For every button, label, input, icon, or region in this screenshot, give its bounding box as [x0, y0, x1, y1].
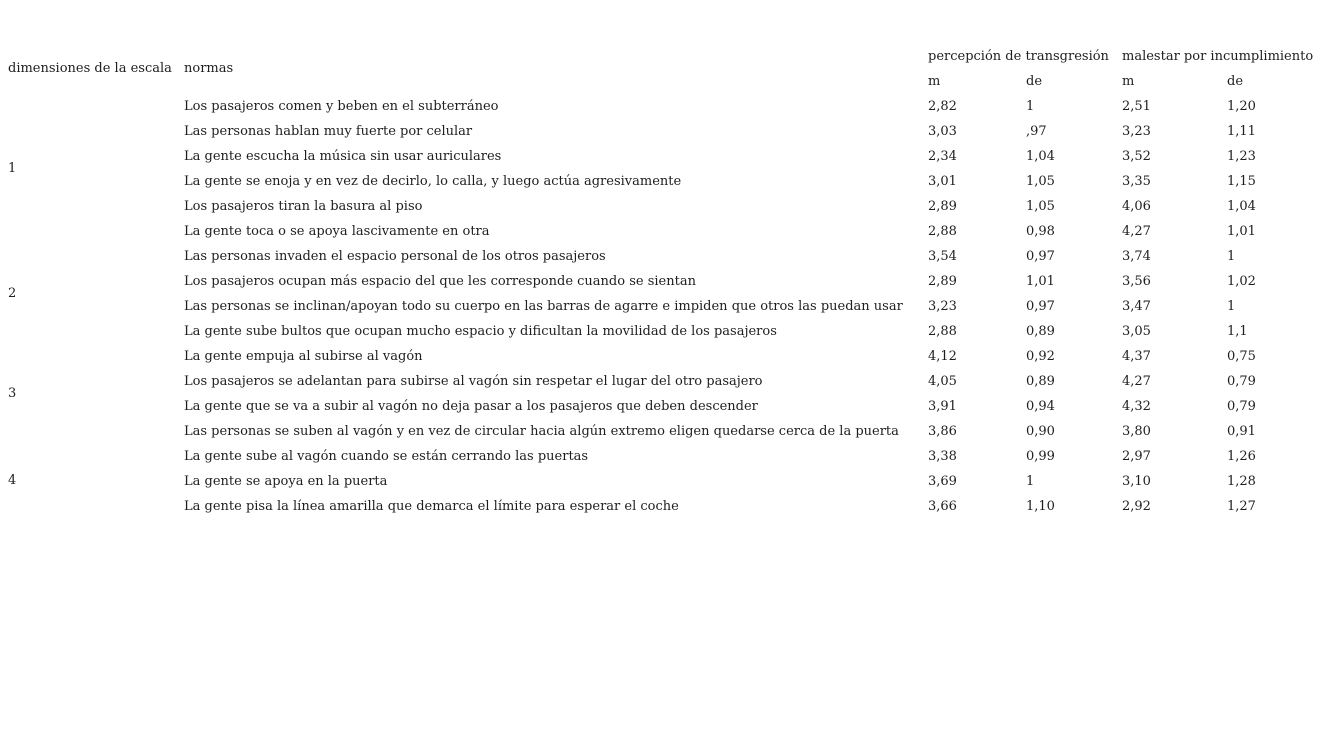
norm-cell: Los pasajeros comen y beben en el subterráneo [184, 99, 499, 114]
discomfort-m-cell: 4,27 [1122, 224, 1151, 239]
perception-de-cell: 0,97 [1026, 249, 1055, 264]
discomfort-de-cell: 1,20 [1227, 99, 1256, 114]
norm-cell: La gente empuja al subirse al vagón [184, 349, 423, 364]
perception-m-cell: 2,89 [928, 199, 957, 214]
discomfort-de-cell: 1 [1227, 249, 1236, 264]
perception-m-cell: 2,88 [928, 324, 957, 339]
norm-cell: La gente toca o se apoya lascivamente en otra [184, 224, 490, 239]
perception-m-cell: 4,12 [928, 349, 957, 364]
header-discomfort-de: de [1227, 74, 1244, 89]
perception-de-cell: 0,89 [1026, 324, 1055, 339]
discomfort-de-cell: 1,26 [1227, 449, 1256, 464]
perception-de-cell: 0,98 [1026, 224, 1055, 239]
perception-m-cell: 3,23 [928, 299, 957, 314]
discomfort-m-cell: 4,37 [1122, 349, 1151, 364]
perception-m-cell: 3,86 [928, 424, 957, 439]
perception-de-cell: 0,92 [1026, 349, 1055, 364]
perception-de-cell: 1,01 [1026, 274, 1055, 289]
header-dimension-column: dimensiones de la escala [8, 61, 172, 76]
norm-cell: La gente pisa la línea amarilla que demarca el límite para esperar el coche [184, 499, 679, 514]
discomfort-m-cell: 3,10 [1122, 474, 1151, 489]
perception-de-cell: 0,94 [1026, 399, 1055, 414]
norm-cell: Las personas hablan muy fuerte por celular [184, 124, 473, 139]
norm-cell: Las personas se suben al vagón y en vez de circular hacia algún extremo eligen quedarse cerca de la puerta [184, 424, 899, 439]
norm-cell: La gente que se va a subir al vagón no deja pasar a los pasajeros que deben descender [184, 399, 758, 414]
discomfort-m-cell: 3,47 [1122, 299, 1151, 314]
header-discomfort-m: m [1122, 74, 1135, 89]
header-discomfort-group: malestar por incumplimiento [1122, 49, 1314, 64]
perception-m-cell: 2,34 [928, 149, 957, 164]
dimension-label-1: 1 [8, 161, 17, 176]
header-perception-group: percepción de transgresión [928, 49, 1109, 64]
perception-de-cell: 1,10 [1026, 499, 1055, 514]
discomfort-de-cell: 0,79 [1227, 399, 1256, 414]
perception-de-cell: 1,04 [1026, 149, 1055, 164]
header-perception-de: de [1026, 74, 1043, 89]
perception-de-cell: 1 [1026, 99, 1035, 114]
discomfort-m-cell: 2,92 [1122, 499, 1151, 514]
discomfort-de-cell: 0,79 [1227, 374, 1256, 389]
perception-m-cell: 2,88 [928, 224, 957, 239]
discomfort-de-cell: 1,15 [1227, 174, 1256, 189]
norm-cell: La gente se apoya en la puerta [184, 474, 388, 489]
perception-de-cell: 0,97 [1026, 299, 1055, 314]
discomfort-m-cell: 4,27 [1122, 374, 1151, 389]
perception-de-cell: ,97 [1026, 124, 1047, 139]
discomfort-de-cell: 1,28 [1227, 474, 1256, 489]
discomfort-de-cell: 1,04 [1227, 199, 1256, 214]
discomfort-m-cell: 3,05 [1122, 324, 1151, 339]
discomfort-de-cell: 0,75 [1227, 349, 1256, 364]
norm-cell: La gente escucha la música sin usar auriculares [184, 149, 502, 164]
norm-cell: La gente sube al vagón cuando se están cerrando las puertas [184, 449, 589, 464]
perception-m-cell: 2,89 [928, 274, 957, 289]
discomfort-m-cell: 3,80 [1122, 424, 1151, 439]
discomfort-de-cell: 1,1 [1227, 324, 1248, 339]
perception-m-cell: 3,66 [928, 499, 957, 514]
perception-de-cell: 0,99 [1026, 449, 1055, 464]
discomfort-m-cell: 3,74 [1122, 249, 1151, 264]
discomfort-m-cell: 2,51 [1122, 99, 1151, 114]
perception-m-cell: 3,69 [928, 474, 957, 489]
discomfort-de-cell: 1,27 [1227, 499, 1256, 514]
perception-de-cell: 1,05 [1026, 174, 1055, 189]
norm-cell: Las personas invaden el espacio personal de los otros pasajeros [184, 249, 606, 264]
perception-m-cell: 4,05 [928, 374, 957, 389]
discomfort-de-cell: 1,23 [1227, 149, 1256, 164]
perception-m-cell: 3,38 [928, 449, 957, 464]
discomfort-m-cell: 2,97 [1122, 449, 1151, 464]
discomfort-de-cell: 0,91 [1227, 424, 1256, 439]
perception-de-cell: 1 [1026, 474, 1035, 489]
header-perception-m: m [928, 74, 941, 89]
perception-m-cell: 3,91 [928, 399, 957, 414]
perception-m-cell: 2,82 [928, 99, 957, 114]
perception-de-cell: 1,05 [1026, 199, 1055, 214]
dimension-label-4: 4 [8, 473, 17, 488]
discomfort-m-cell: 4,32 [1122, 399, 1151, 414]
perception-m-cell: 3,01 [928, 174, 957, 189]
discomfort-de-cell: 1 [1227, 299, 1236, 314]
norm-cell: Las personas se inclinan/apoyan todo su cuerpo en las barras de agarre e impiden que otros las puedan usar [184, 299, 903, 314]
norm-cell: Los pasajeros ocupan más espacio del que les corresponde cuando se sientan [184, 274, 696, 289]
dimension-label-3: 3 [8, 386, 17, 401]
perception-de-cell: 0,89 [1026, 374, 1055, 389]
norm-cell: Los pasajeros tiran la basura al piso [184, 199, 423, 214]
perception-de-cell: 0,90 [1026, 424, 1055, 439]
norm-cell: La gente se enoja y en vez de decirlo, lo calla, y luego actúa agresivamente [184, 174, 682, 189]
discomfort-m-cell: 3,23 [1122, 124, 1151, 139]
norm-cell: Los pasajeros se adelantan para subirse al vagón sin respetar el lugar del otro pasajero [184, 374, 763, 389]
discomfort-m-cell: 4,06 [1122, 199, 1151, 214]
norm-cell: La gente sube bultos que ocupan mucho espacio y dificultan la movilidad de los pasajeros [184, 324, 777, 339]
discomfort-m-cell: 3,52 [1122, 149, 1151, 164]
header-norm-column: normas [184, 61, 234, 76]
perception-m-cell: 3,54 [928, 249, 957, 264]
discomfort-de-cell: 1,02 [1227, 274, 1256, 289]
discomfort-m-cell: 3,56 [1122, 274, 1151, 289]
discomfort-de-cell: 1,11 [1227, 124, 1256, 139]
discomfort-de-cell: 1,01 [1227, 224, 1256, 239]
discomfort-m-cell: 3,35 [1122, 174, 1151, 189]
perception-m-cell: 3,03 [928, 124, 957, 139]
dimension-label-2: 2 [8, 286, 17, 301]
